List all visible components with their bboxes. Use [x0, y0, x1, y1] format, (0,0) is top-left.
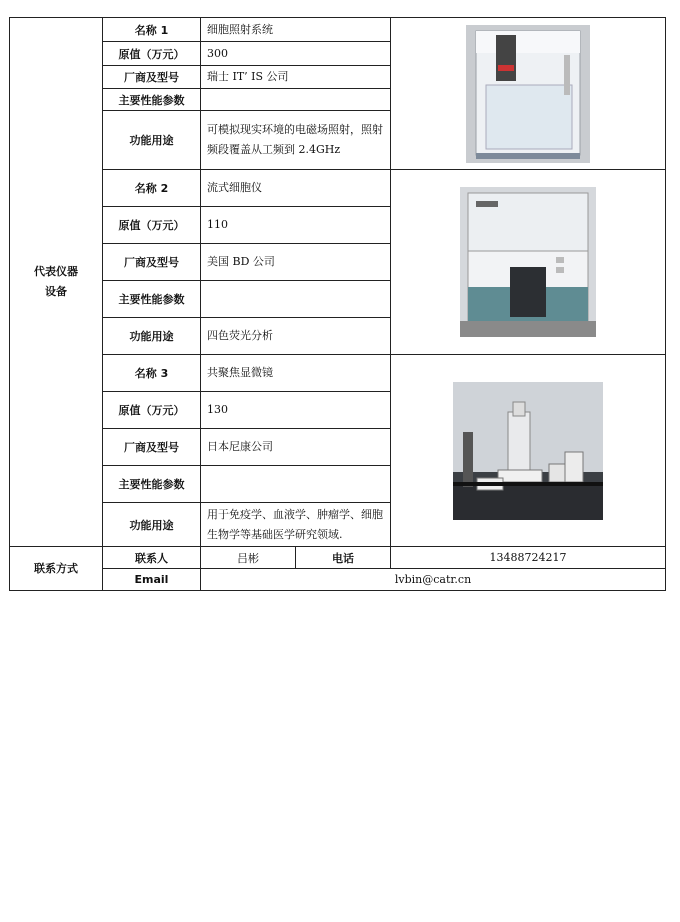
params-label: 主要性能参数 — [103, 281, 201, 318]
contact-email: lvbin@catr.cn — [201, 569, 666, 591]
contact-phone: 13488724217 — [391, 547, 666, 569]
device-params — [201, 281, 391, 318]
name-label: 名称 3 — [103, 355, 201, 392]
maker-label: 厂商及型号 — [103, 66, 201, 89]
equipment-table — [9, 17, 666, 591]
table-row — [10, 569, 666, 591]
device-photo-cell — [391, 355, 666, 547]
contact-person: 吕彬 — [201, 547, 296, 569]
name-label: 名称 1 — [103, 18, 201, 42]
device-name: 细胞照射系统 — [201, 18, 391, 42]
device-photo-cell — [391, 170, 666, 355]
table-row — [10, 170, 666, 207]
section-label: 代表仪器设备 — [34, 265, 78, 298]
phone-label: 电话 — [296, 547, 391, 569]
device-price: 110 — [201, 207, 391, 244]
maker-label: 厂商及型号 — [103, 244, 201, 281]
device-maker: 美国 BD 公司 — [201, 244, 391, 281]
name-label: 名称 2 — [103, 170, 201, 207]
microscope-photo — [453, 382, 603, 520]
device-name: 流式细胞仪 — [201, 170, 391, 207]
table-row — [10, 18, 666, 42]
maker-label: 厂商及型号 — [103, 429, 201, 466]
device-price: 130 — [201, 392, 391, 429]
flow-cytometer-photo — [460, 187, 596, 337]
incubator-photo — [466, 25, 590, 163]
email-label: Email — [103, 569, 201, 591]
price-label: 原值（万元） — [103, 42, 201, 66]
device-params — [201, 89, 391, 111]
device-photo-cell — [391, 18, 666, 170]
device-name: 共聚焦显微镜 — [201, 355, 391, 392]
params-label: 主要性能参数 — [103, 89, 201, 111]
person-label: 联系人 — [103, 547, 201, 569]
table-row — [10, 547, 666, 569]
device-use: 四色荧光分析 — [201, 318, 391, 355]
device-use: 可模拟现实环境的电磁场照射，照射频段覆盖从工频到 2.4GHz — [201, 111, 391, 170]
device-maker: 瑞士 IT’ IS 公司 — [201, 66, 391, 89]
section-label-cell — [10, 18, 103, 547]
device-use: 用于免疫学、血液学、肿瘤学、细胞生物学等基础医学研究领域. — [201, 503, 391, 547]
price-label: 原值（万元） — [103, 207, 201, 244]
device-maker: 日本尼康公司 — [201, 429, 391, 466]
params-label: 主要性能参数 — [103, 466, 201, 503]
device-price: 300 — [201, 42, 391, 66]
device-params — [201, 466, 391, 503]
use-label: 功能用途 — [103, 318, 201, 355]
price-label: 原值（万元） — [103, 392, 201, 429]
table-row — [10, 355, 666, 392]
use-label: 功能用途 — [103, 111, 201, 170]
use-label: 功能用途 — [103, 503, 201, 547]
contact-label: 联系方式 — [10, 547, 103, 591]
